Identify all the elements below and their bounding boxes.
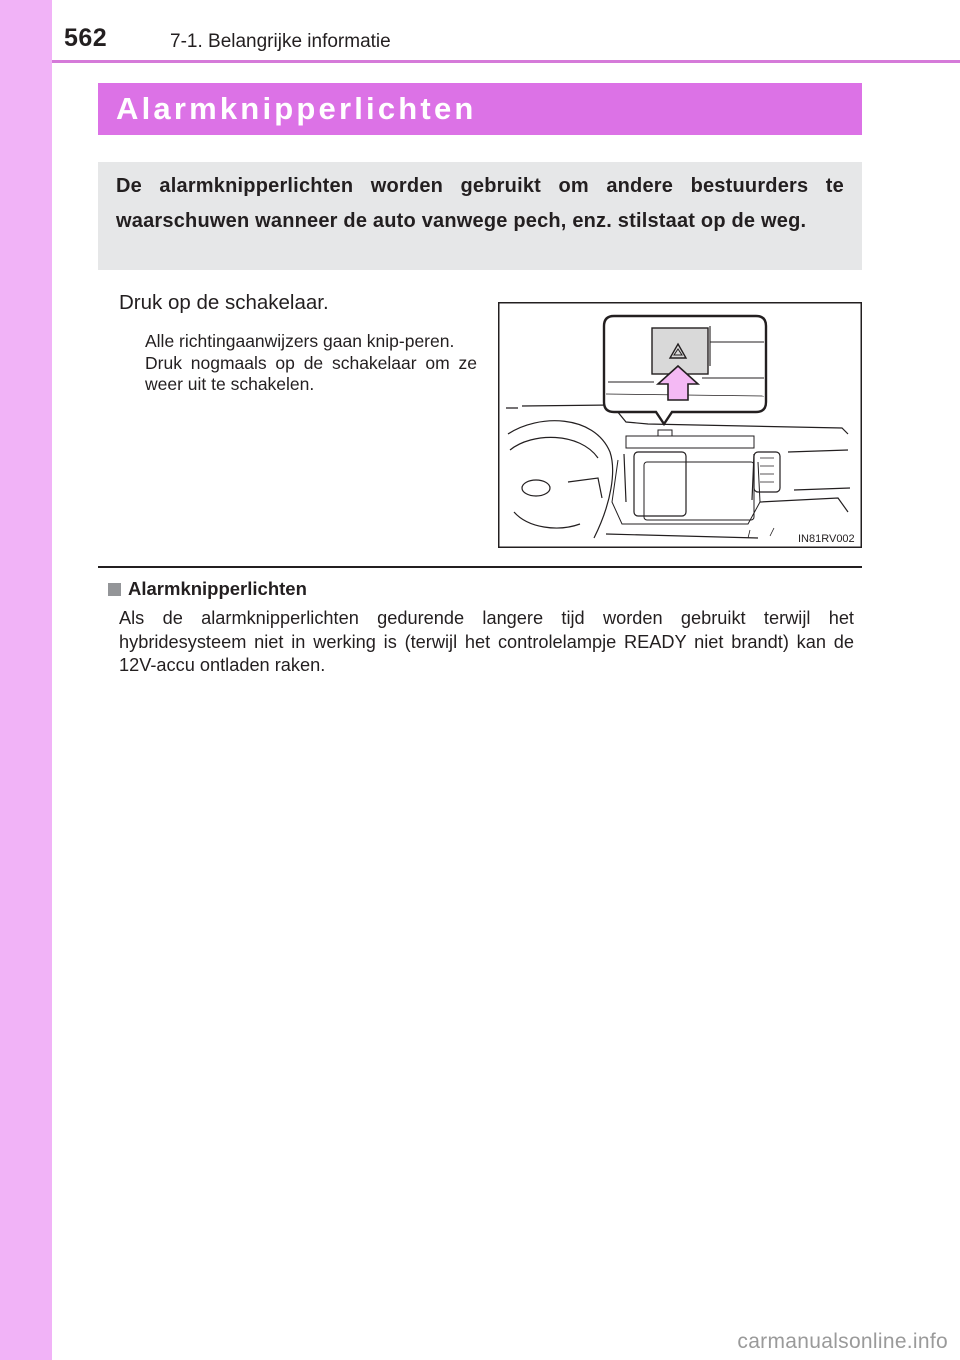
step-detail-line-2: Druk nogmaals op de schakelaar om ze weer uit te schakelen.	[145, 352, 477, 394]
page-number: 562	[64, 24, 108, 52]
intro-box	[98, 162, 862, 270]
watermark[interactable]: carmanualsonline.info	[737, 1330, 948, 1353]
square-bullet-icon	[108, 583, 121, 596]
figure-code: IN81RV002	[798, 533, 855, 545]
step-detail	[145, 331, 477, 396]
chapter-sidebar	[0, 0, 52, 1360]
note-body: Als de alarmknipperlichten gedurende langere tijd worden gebruikt terwijl het hybridesysteem niet in werking is (terwijl het controlelampje READY niet brandt) kan de 12V-accu ontladen raken.	[119, 608, 854, 675]
note-heading	[108, 578, 307, 600]
note-heading-text: Alarmknipperlichten	[128, 578, 307, 599]
intro-text: De alarmknipperlichten worden gebruikt om andere bestuurders te waarschuwen wanneer de auto vanwege pech, enz. stilstaat op de weg.	[116, 175, 844, 232]
header-rule	[52, 60, 960, 63]
step-detail-line-1: Alle richtingaanwijzers gaan knip-peren.	[145, 331, 455, 351]
section-divider	[98, 566, 862, 568]
section-title: 7-1. Belangrijke informatie	[170, 31, 391, 52]
page-title: Alarmknipperlichten	[116, 91, 477, 126]
dashboard-illustration	[498, 302, 862, 548]
step-instruction: Druk op de schakelaar.	[119, 291, 329, 314]
title-bar	[98, 83, 862, 135]
